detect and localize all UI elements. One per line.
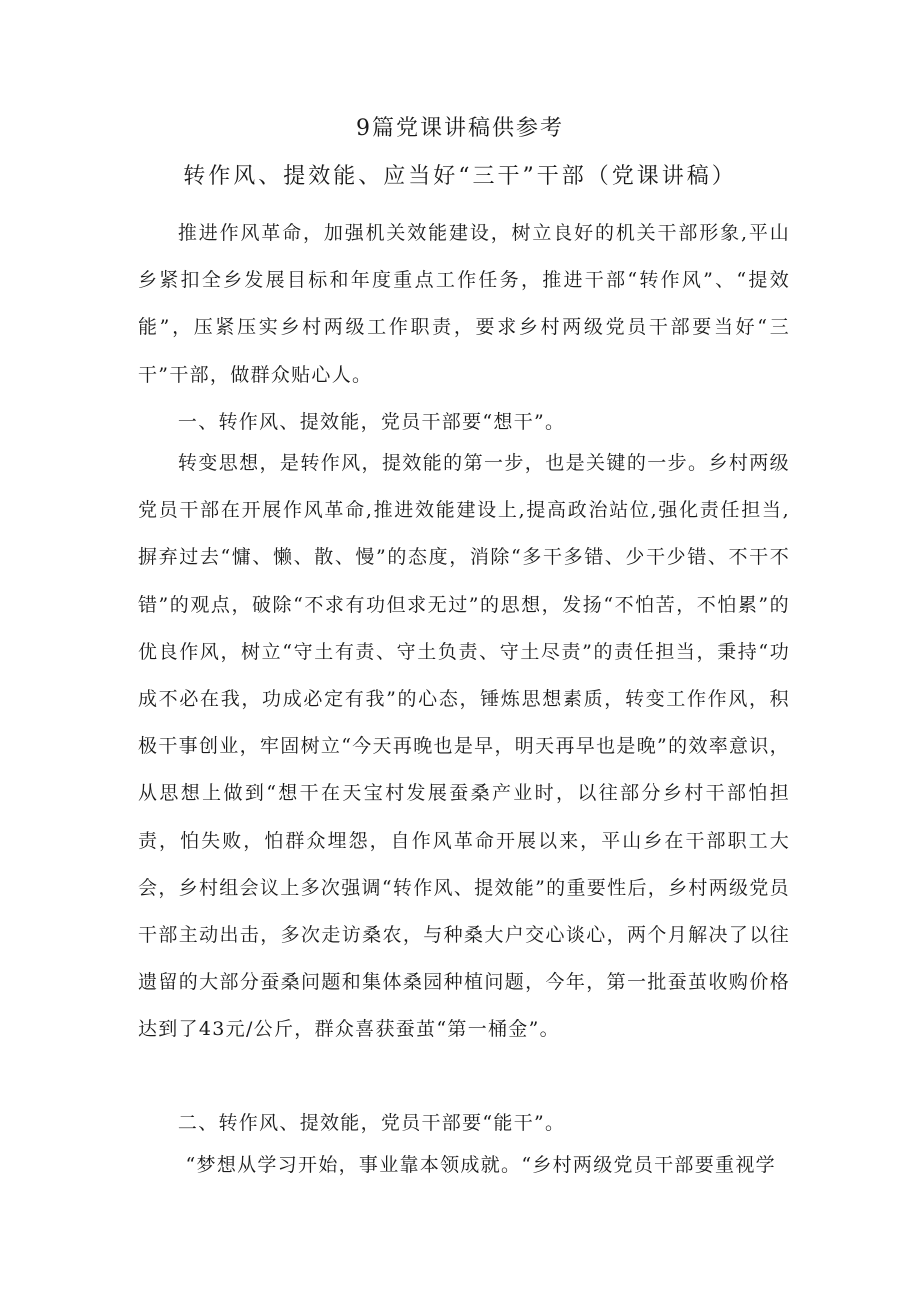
document-subtitle: 转作风、提效能、应当好“三干”干部（党课讲稿）: [183, 164, 737, 189]
section-2-heading: 二、转作风、提效能，党员干部要“能干”。: [177, 1112, 566, 1134]
section-2-paragraph: “梦想从学习开始，事业靠本领成就。“乡村两级党员干部要重视学: [185, 1154, 776, 1176]
section-1-paragraph: 转变思想，是转作风，提效能的第一步，也是关键的一步。乡村两级党员干部在开展作风革命,推进效能建设上,提高政治站位,强化责任担当,摒弃过去“慵、懒、散、慢”的态度，消除“多干多错、少干少错、不干不错”的观点，破除“不求有功但求无过”的思想，发扬“不怕苦，不怕累”的优良作风，树立“守土有责、守土负责、守土尽责”的责任担当，秉持“功成不必在我，功成必定有我”的心态，锤炼思想素质，转变工作作风，积极干事创业，牢固树立“今天再晚也是早，明天再早也是晚”的效率意识，从思想上做到“想干在天宝村发展蚕桑产业时，以往部分乡村干部怕担责，怕失败，怕群众埋怨，自作风革命开展以来，平山乡在干部职工大会，乡村组会议上多次强调“转作风、提效能”的重要性后，乡村两级党员干部主动出击，多次走访桑农，与种桑大户交心谈心，两个月解决了以往遗留的大部分蚕桑问题和集体桑园种植问题，今年，第一批蚕茧收购价格达到了43元/公斤，群众喜获蚕茧“第一桶金”。: [138, 452, 790, 1041]
section-1-heading: 一、转作风、提效能，党员干部要“想干”。: [177, 411, 566, 433]
intro-paragraph: 推进作风革命，加强机关效能建设，树立良好的机关干部形象,平山乡紧扣全乡发展目标和年度重点工作任务，推进干部“转作风”、“提效能”，压紧压实乡村两级工作职责，要求乡村两级党员干部要当好“三干”干部，做群众贴心人。: [138, 222, 790, 386]
document-title: 9篇党课讲稿供参考: [356, 116, 564, 141]
